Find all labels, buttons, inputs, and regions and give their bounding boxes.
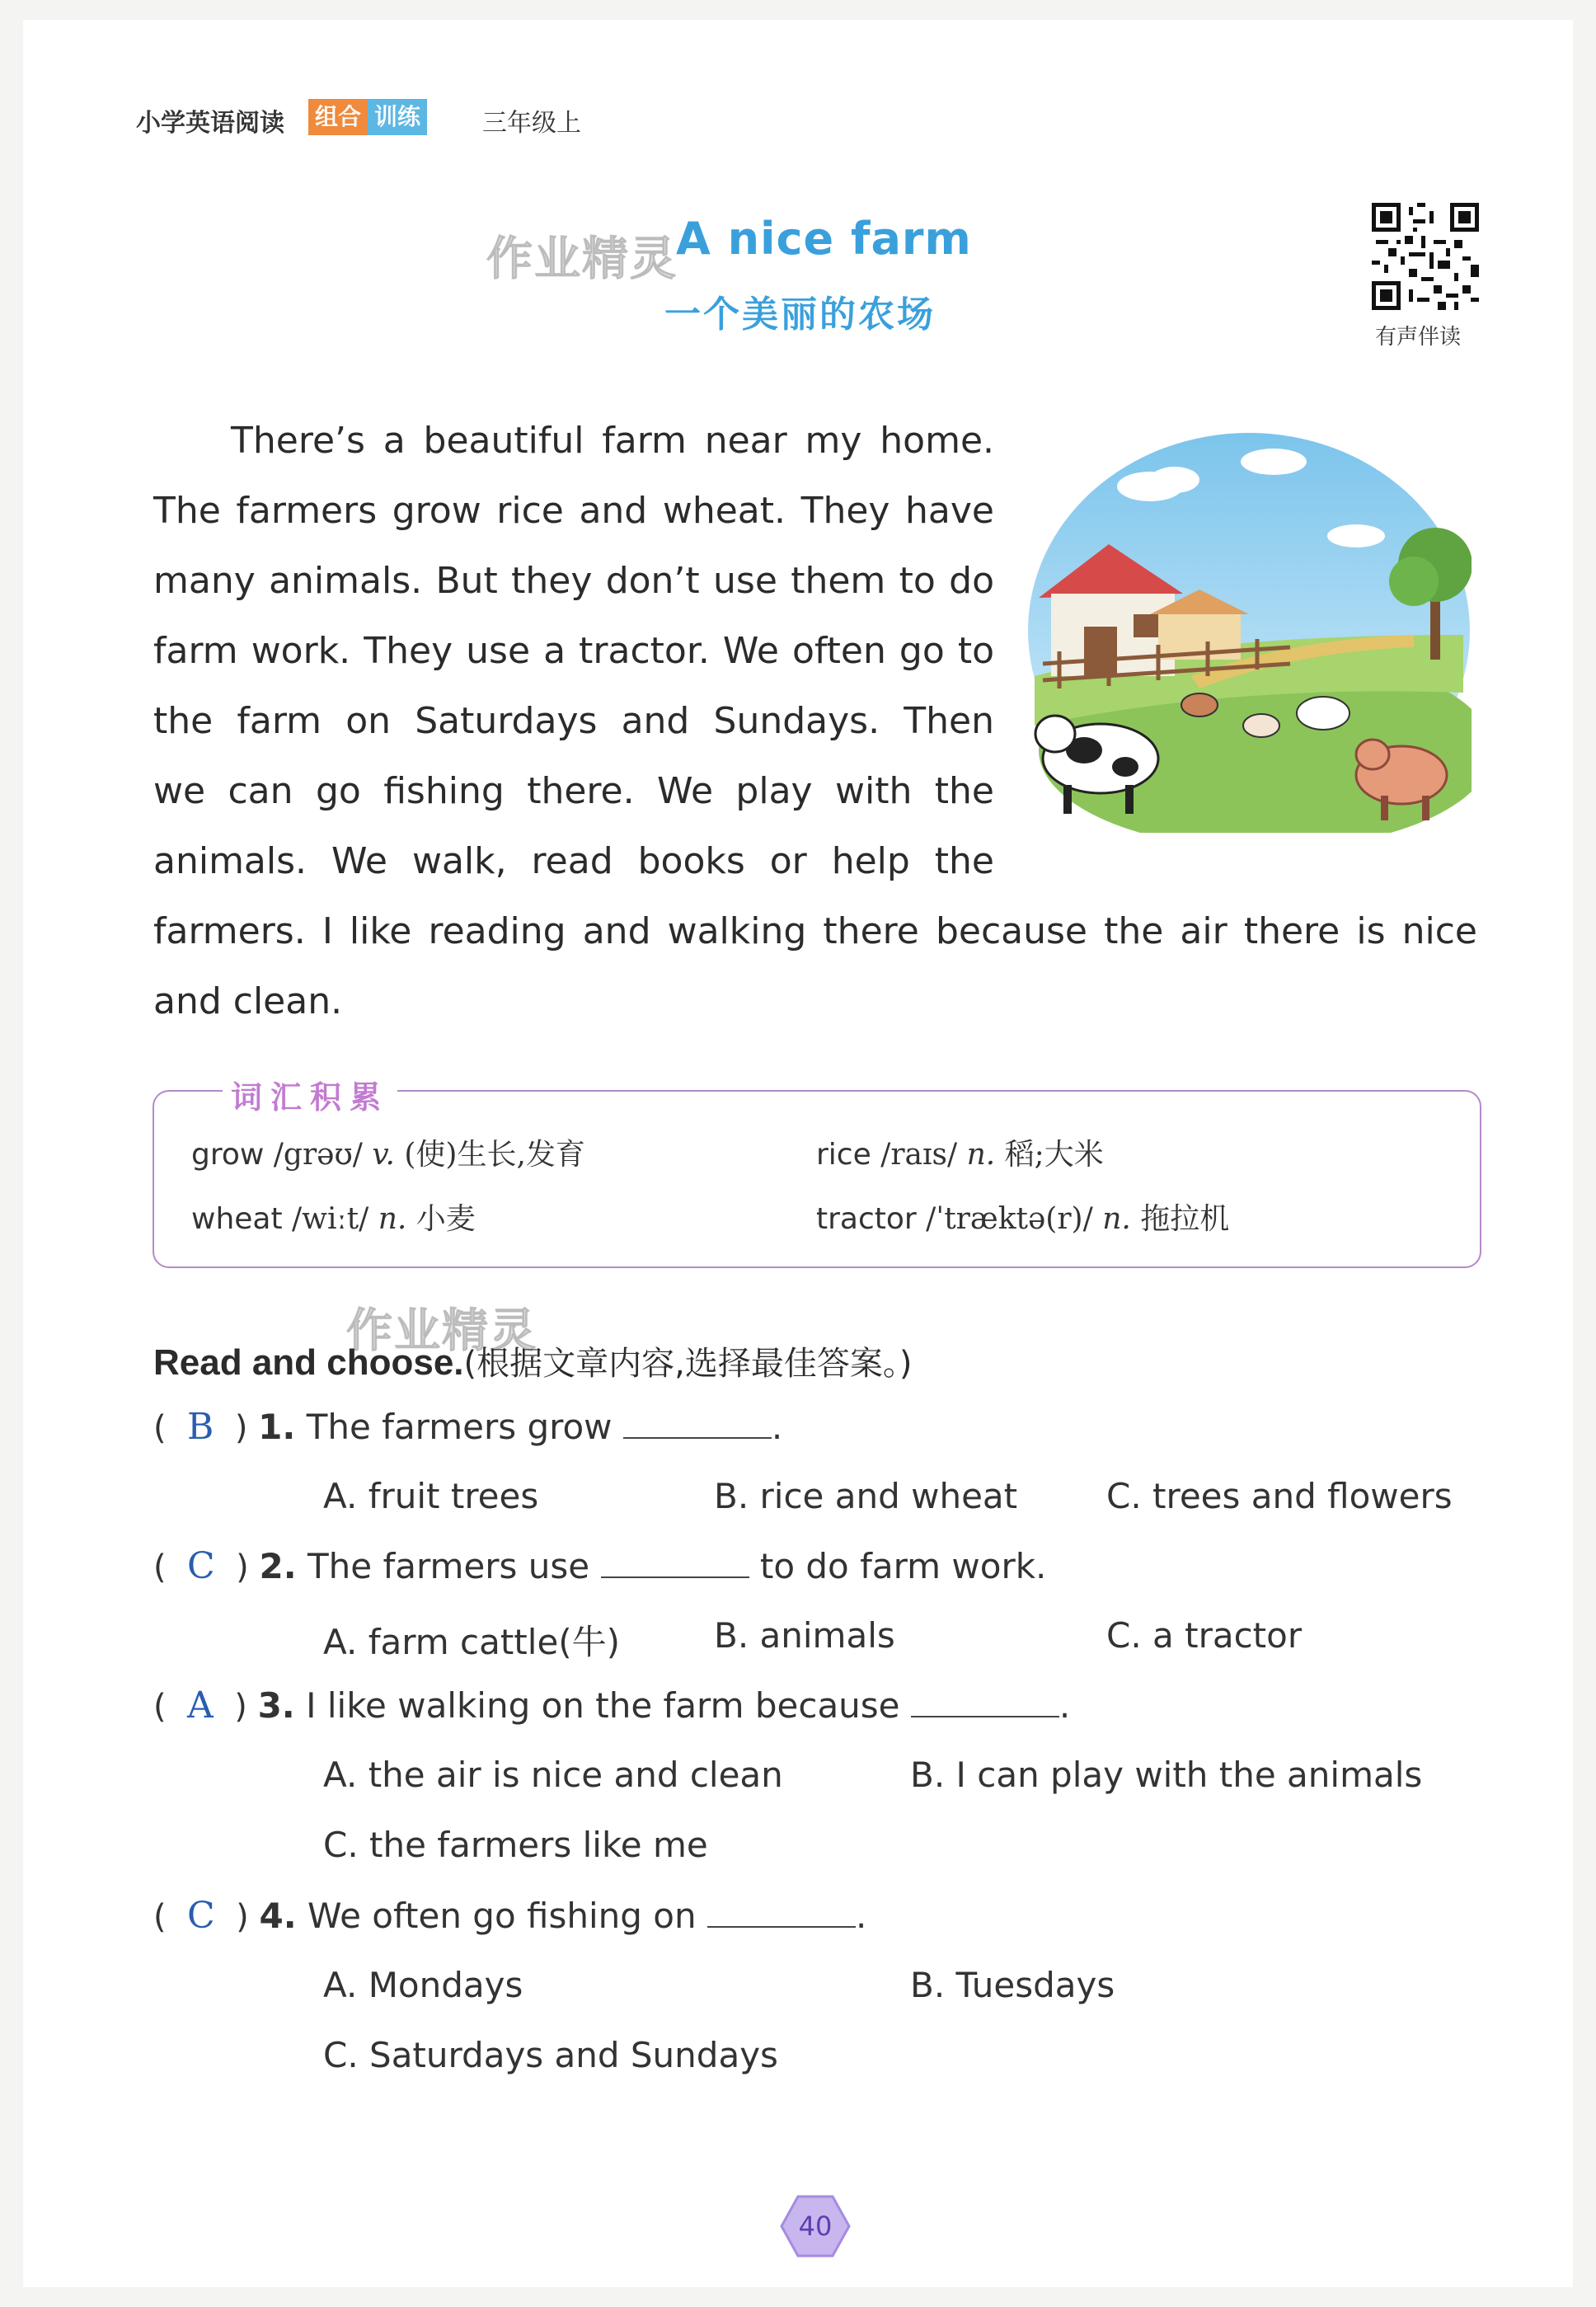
question-stem: We often go fishing on — [307, 1896, 697, 1936]
option-c[interactable]: C. a tractor — [1106, 1615, 1303, 1656]
exercise-heading-zh: (根据文章内容,选择最佳答案。) — [463, 1345, 913, 1383]
option-c[interactable]: C. trees and flowers — [1106, 1476, 1453, 1516]
farm-illustration — [1026, 429, 1472, 833]
page-title: A nice farm — [676, 213, 972, 265]
page-subtitle: 一个美丽的农场 — [664, 294, 936, 336]
vocab-word: tractor — [816, 1202, 917, 1236]
vocab-item — [191, 1131, 585, 1173]
question-number: 1. — [258, 1407, 296, 1447]
question-stem-end: . — [855, 1896, 867, 1936]
option-b[interactable]: B. I can play with the animals — [910, 1755, 1423, 1795]
watermark: 作业精灵 — [346, 1304, 537, 1358]
vocab-phonetic: /grəʊ/ — [273, 1138, 363, 1172]
question-number: 3. — [257, 1685, 295, 1726]
option-b[interactable]: B. animals — [714, 1615, 895, 1656]
passage-line: farmers. I like reading and walking there because the air there is nice — [153, 910, 1477, 952]
page-number-badge — [780, 2193, 851, 2259]
vocab-pos: n. — [966, 1138, 996, 1172]
grade-label: 三年级上 — [482, 109, 581, 138]
badge-combo: 组合 — [308, 99, 368, 135]
question-3: ( A ) 3. I like walking on the farm because . — [153, 1684, 1071, 1727]
series-title: 小学英语阅读 — [136, 109, 284, 138]
watermark: 作业精灵 — [486, 233, 678, 286]
vocab-meaning: 稻;大米 — [1004, 1138, 1104, 1172]
vocab-phonetic: /wiːt/ — [292, 1202, 369, 1236]
option-c[interactable]: C. the farmers like me — [323, 1825, 708, 1865]
passage-line: many animals. But they don’t use them to do — [153, 560, 994, 602]
option-c[interactable]: C. Saturdays and Sundays — [323, 2035, 778, 2075]
vocab-item — [816, 1131, 1104, 1173]
answer-mark[interactable]: C — [187, 1545, 215, 1587]
answer-blank — [707, 1898, 856, 1928]
vocab-word: wheat — [191, 1202, 283, 1236]
question-stem-end: . — [1059, 1685, 1071, 1726]
passage-line: farm work. They use a tractor. We often go to — [153, 630, 994, 672]
vocab-pos: n. — [378, 1202, 407, 1236]
answer-mark[interactable]: C — [187, 1895, 215, 1937]
vocabulary-title: 词汇积累 — [223, 1072, 397, 1117]
passage-line: animals. We walk, read books or help the — [153, 840, 994, 882]
exercise-heading — [153, 1337, 912, 1384]
vocab-item — [816, 1196, 1229, 1238]
qr-code-icon[interactable] — [1372, 203, 1479, 310]
question-stem-end: . — [771, 1407, 783, 1447]
question-2: ( C ) 2. The farmers use to do farm work. — [153, 1545, 1047, 1587]
option-a[interactable]: A. farm cattle(牛) — [323, 1622, 621, 1662]
vocab-word: rice — [816, 1138, 871, 1172]
passage-line: we can go fishing there. We play with the — [153, 770, 994, 812]
qr-label: 有声伴读 — [1375, 325, 1462, 350]
answer-blank — [623, 1409, 772, 1439]
option-b[interactable]: B. rice and wheat — [714, 1476, 1018, 1516]
vocab-phonetic: /ˈtræktə(r)/ — [926, 1202, 1093, 1236]
vocab-phonetic: /raɪs/ — [880, 1138, 958, 1172]
page-number: 40 — [798, 2211, 833, 2242]
passage-line: and clean. — [153, 980, 343, 1022]
vocab-word: grow — [191, 1138, 265, 1172]
passage-line: the farm on Saturdays and Sundays. Then — [153, 700, 994, 742]
answer-mark[interactable]: A — [187, 1684, 214, 1727]
answer-mark[interactable]: B — [187, 1406, 214, 1448]
answer-blank — [911, 1688, 1059, 1717]
vocab-pos: v. — [372, 1138, 395, 1172]
option-a[interactable]: A. Mondays — [323, 1965, 523, 2005]
question-4: ( C ) 4. We often go fishing on . — [153, 1895, 867, 1937]
question-number: 2. — [259, 1546, 297, 1586]
question-number: 4. — [259, 1896, 297, 1936]
option-b[interactable]: B. Tuesdays — [910, 1965, 1115, 2005]
vocab-pos: n. — [1102, 1202, 1131, 1236]
vocab-meaning: 小麦 — [415, 1202, 476, 1236]
exercise-heading-en: Read and choose. — [153, 1342, 464, 1383]
badge-training: 训练 — [368, 99, 427, 135]
option-a[interactable]: A. fruit trees — [323, 1476, 539, 1516]
question-stem: I like walking on the farm because — [306, 1685, 900, 1726]
question-stem-end: to do farm work. — [759, 1546, 1047, 1586]
vocab-meaning: (使)生长,发育 — [404, 1138, 585, 1172]
vocab-item — [191, 1196, 476, 1238]
question-stem: The farmers use — [307, 1546, 590, 1586]
series-badges — [308, 99, 427, 135]
question-stem: The farmers grow — [306, 1407, 613, 1447]
question-1: ( B ) 1. The farmers grow . — [153, 1406, 783, 1448]
passage-line: The farmers grow rice and wheat. They have — [153, 490, 994, 532]
vocab-meaning: 拖拉机 — [1140, 1202, 1230, 1236]
passage-line: There’s a beautiful farm near my home. — [231, 420, 994, 462]
option-a[interactable]: A. the air is nice and clean — [323, 1755, 783, 1795]
answer-blank — [601, 1548, 749, 1578]
